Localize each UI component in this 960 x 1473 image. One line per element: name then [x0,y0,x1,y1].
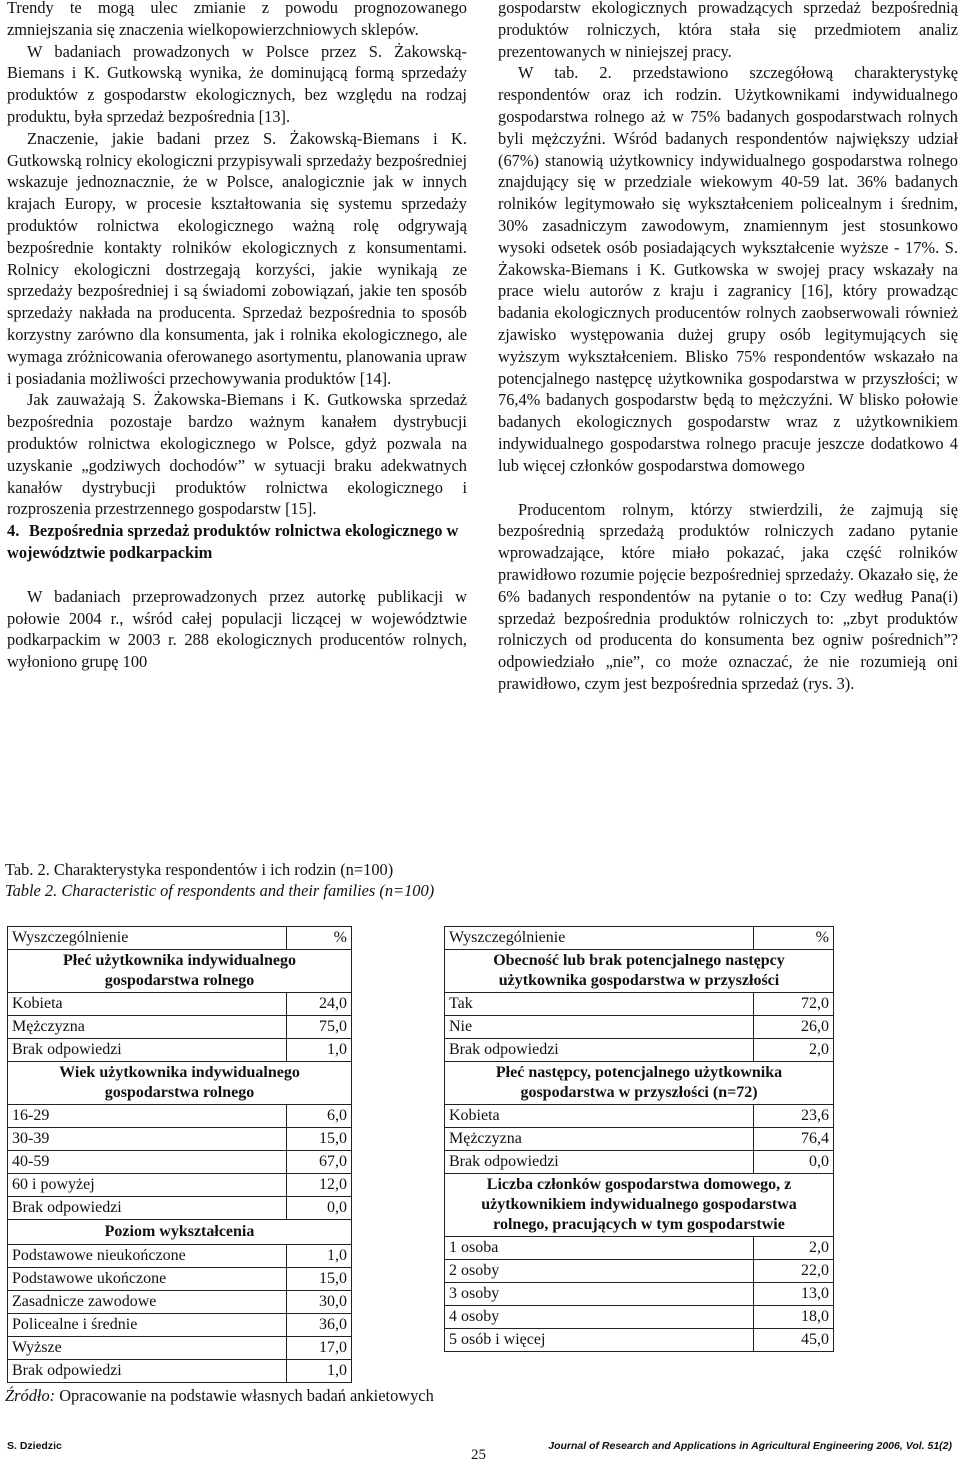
respondents-table [7,926,352,1383]
row-value: 0,0 [287,1197,352,1220]
paragraph: W badaniach prowadzonych w Polsce przez S. Żakowską-Biemans i K. Gutkowską wynika, że dominującą formą sprzedaży produktów z gospodarstw ekologicznych, bez względu na rodzaj produktu, była sprzedaż bezpośrednia [13]. [7,41,467,126]
row-label: 30-39 [8,1128,287,1151]
row-label: Nie [445,1016,754,1039]
table-caption-english: Table 2. Characteristic of respondents and their families (n=100) [5,881,435,900]
table-row [445,1128,834,1151]
row-label: Kobieta [445,1105,754,1128]
table-row [8,993,352,1016]
table-row [8,1016,352,1039]
row-value: 15,0 [287,1128,352,1151]
row-value: 75,0 [287,1016,352,1039]
paragraph: W tab. 2. przedstawiono szczegółową charakterystykę respondentów oraz ich rodzin. Użytkownikami indywidualnego gospodarstwa rolnego aż w 75% badanych gospodarstwach rolnych byli mężczyźni. Wśród badanych respondentów największy udział (67%) stanowią użytkownicy indywidualnego gospodarstwa rolnego znajdujący się w przedziale wiekowym 40-59 lat. 36% badanych rolników legitymowało się wykształceniem policealnym i średnim, 30% zasadniczym zawodowym, znamiennym jest stosunkowo wysoki odsetek osób posiadających wykształcenie wyższe - 17%. S. Żakowska-Biemans i K. Gutkowska w swojej pracy wskazały na prace wielu autorów z kraju i zagranicy [16], który prowadząc badania ekologicznych producentów rolnych zaobserwowali również zjawisko występowania dużej grupy osób legitymujących się wyższym wykształceniem. Blisko 75% respondentów wskazało na potencjalnego następcę użytkownika gospodarstwa w przyszłości; w 76,4% badanych gospodarstw będą to mężczyźni. W blisko połowie badanych ekologicznych gospodarstw wraz z użytkownikiem indywidualnego gospodarstwa rolnego pracuje jeszcze dodatkowo 4 lub więcej członków gospodarstwa domowego [498,63,958,475]
section-row [445,950,834,993]
section-title: Bezpośrednia sprzedaż produktów rolnictwa ekologicznego w województwie podkarpackim [7,521,459,562]
table-caption: Tab. 2. Charakterystyka respondentów i ich rodzin (n=100) [5,860,394,879]
section-row [8,950,352,993]
row-label: Mężczyzna [8,1016,287,1039]
row-label: Tak [445,993,754,1016]
table-row [8,1039,352,1062]
row-value: 13,0 [754,1283,834,1306]
paragraph: Jak zauważają S. Żakowska-Biemans i K. Gutkowska sprzedaż bezpośrednia pozostaje bardzo ważnym kanałem dystrybucji produktów rolnictwa ekologicznego w Polsce, gdyż pozwala na uzyskanie „godziwych dochodów” w sytuacji braku adekwatnych kanałów dystrybucji produktów rolnictwa ekologicznego i rozproszenia przestrzennego gospodarstw [15]. [7,390,467,519]
table-row [445,1039,834,1062]
header-label: Wyszczególnienie [445,927,754,950]
section-heading [7,520,467,564]
section-row [445,1062,834,1105]
row-value: 24,0 [287,993,352,1016]
row-label: 60 i powyżej [8,1174,287,1197]
table-header-row [8,927,352,950]
table-row [8,1268,352,1291]
table-row [8,1151,352,1174]
section-number: 4. [7,521,20,541]
row-value: 22,0 [754,1260,834,1283]
table-header-row [445,927,834,950]
table-row [445,1260,834,1283]
row-label: Brak odpowiedzi [8,1197,287,1220]
footer-journal: Journal of Research and Applications in Agricultural Engineering 2006, Vol. 51(2) [548,1440,952,1452]
left-column [7,0,467,673]
paragraph: Producentom rolnym, którzy stwierdzili, że zajmują się bezpośrednią sprzedażą produktów rolniczych zadano pytanie wprowadzające, które miało pokazać, jaka część rolników prawidłowo rozumie pojęcie bezpośredniej sprzedaży. Okazało się, że 6% badanych respondentów na pytanie o to: Czy według Pana(i) sprzedaż bezpośrednia produktów rolniczych to: „zbyt produktów rolniczych od producenta do konsumenta bez ogniw pośrednich”? odpowiedziało „nie”, co może oznaczać, że nie rozumieją oni prawidłowo, czym jest bezpośrednia sprzedaż (rys. 3). [498,499,958,693]
source-label: Źródło: [5,1386,56,1405]
row-label: Zasadnicze zawodowe [8,1291,287,1314]
row-label: 1 osoba [445,1237,754,1260]
table-row [445,1329,834,1352]
row-value: 2,0 [754,1039,834,1062]
paragraph: W badaniach przeprowadzonych przez autorkę publikacji w połowie 2004 r., wśród całej populacji liczącej w województwie podkarpackim w 2003 r. 288 ekologicznych producentów rolnych, wyłoniono grupę 100 [7,586,467,672]
table-row [445,993,834,1016]
table-row [8,1291,352,1314]
table-row [445,1283,834,1306]
section-row [8,1062,352,1105]
row-value: 72,0 [754,993,834,1016]
row-label: Kobieta [8,993,287,1016]
row-value: 17,0 [287,1337,352,1360]
table-row [445,1105,834,1128]
section-row [8,1220,352,1245]
section-label: Wiek użytkownika indywidualnego gospodarstwa rolnego [8,1062,352,1105]
section-label: Poziom wykształcenia [8,1220,352,1245]
row-value: 18,0 [754,1306,834,1329]
table-row [445,1016,834,1039]
row-label: 16-29 [8,1105,287,1128]
table-row [8,1337,352,1360]
row-label: Brak odpowiedzi [8,1360,287,1383]
row-label: Brak odpowiedzi [8,1039,287,1062]
row-label: 2 osoby [445,1260,754,1283]
header-label: Wyszczególnienie [8,927,287,950]
paragraph: Trendy te mogą ulec zmianie z powodu prognozowanego zmniejszania się znaczenia wielkopowierzchniowych sklepów. [7,0,467,39]
row-value: 6,0 [287,1105,352,1128]
row-value: 1,0 [287,1360,352,1383]
table-row [8,1105,352,1128]
section-label: Płeć następcy, potencjalnego użytkownika gospodarstwa w przyszłości (n=72) [445,1062,834,1105]
section-row [445,1174,834,1237]
table-row [445,1237,834,1260]
row-label: Policealne i średnie [8,1314,287,1337]
source-text: Opracowanie na podstawie własnych badań ankietowych [55,1386,434,1405]
row-label: Podstawowe ukończone [8,1268,287,1291]
header-value: % [287,927,352,950]
row-label: 40-59 [8,1151,287,1174]
row-value: 23,6 [754,1105,834,1128]
row-label: Mężczyzna [445,1128,754,1151]
right-column [498,0,958,695]
header-value: % [754,927,834,950]
row-value: 0,0 [754,1151,834,1174]
table-row [445,1151,834,1174]
row-value: 15,0 [287,1268,352,1291]
table-row [8,1197,352,1220]
row-value: 36,0 [287,1314,352,1337]
section-label: Obecność lub brak potencjalnego następcy użytkownika gospodarstwa w przyszłości [445,950,834,993]
row-label: 3 osoby [445,1283,754,1306]
section-label: Płeć użytkownika indywidualnego gospodarstwa rolnego [8,950,352,993]
table-source-note [5,1386,434,1406]
row-value: 30,0 [287,1291,352,1314]
row-value: 1,0 [287,1039,352,1062]
table-row [8,1174,352,1197]
page-footer [0,1437,960,1467]
table-row [8,1360,352,1383]
row-label: 4 osoby [445,1306,754,1329]
row-label: Podstawowe nieukończone [8,1245,287,1268]
paragraph: Znaczenie, jakie badani przez S. Żakowską-Biemans i K. Gutkowską rolnicy ekologiczni przypisywali sprzedaży bezpośredniej wskazuje jednoznacznie, że w Polsce, analogicznie jak w innych krajach Europy, w procesie kształtowania się systemu sprzedaży produktów rolnictwa ekologicznego ważną rolę odgrywają bezpośrednie kontakty rolników ekologicznych z konsumentami. Rolnicy ekologiczni dostrzegają korzyści, jakie wynikają ze sprzedaży bezpośredniej i są świadomi zobowiązań, jakie ten sposób sprzedaży nakłada na producenta. Sprzedaż bezpośrednia to sposób korzystny zarówno dla konsumenta, jak i rolnika ekologicznego, ale wymaga zróżnicowania oferowanego asortymentu, planowania upraw i posiadania możliwości przechowywania produktów [14]. [7,128,467,388]
row-value: 2,0 [754,1237,834,1260]
table-row [445,1306,834,1329]
row-value: 12,0 [287,1174,352,1197]
section-label: Liczba członków gospodarstwa domowego, z użytkownikiem indywidualnego gospodarstwa rolnego, pracujących w tym gospodarstwie [445,1174,834,1237]
row-label: Brak odpowiedzi [445,1039,754,1062]
row-label: 5 osób i więcej [445,1329,754,1352]
table-row [8,1128,352,1151]
row-label: Brak odpowiedzi [445,1151,754,1174]
row-value: 1,0 [287,1245,352,1268]
row-value: 76,4 [754,1128,834,1151]
row-value: 45,0 [754,1329,834,1352]
table-row [8,1245,352,1268]
footer-author: S. Dziedzic [7,1440,62,1452]
row-value: 26,0 [754,1016,834,1039]
page-number: 25 [471,1447,486,1463]
paragraph: gospodarstw ekologicznych prowadzących sprzedaż bezpośrednią produktów rolniczych, która stała się przedmiotem analiz prezentowanych w niniejszej pracy. [498,0,958,61]
successor-table [444,926,834,1352]
row-value: 67,0 [287,1151,352,1174]
row-label: Wyższe [8,1337,287,1360]
table-row [8,1314,352,1337]
